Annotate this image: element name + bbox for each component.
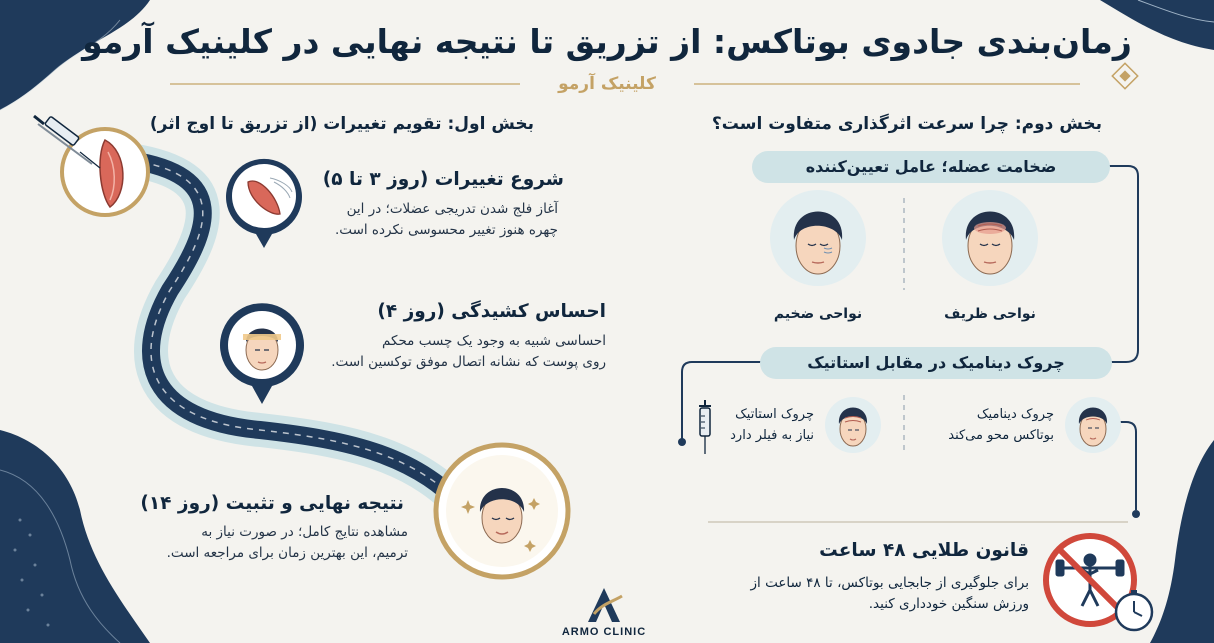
step1-line2: چهره هنوز تغییر محسوسی نکرده است. xyxy=(335,222,558,238)
part1-heading: بخش اول: تقویم تغییرات (از تزریق تا اوج اثر) xyxy=(149,114,534,134)
step2-title: احساس کشیدگی (روز ۴) xyxy=(377,301,606,322)
rule-title: قانون طلایی ۴۸ ساعت xyxy=(819,540,1029,561)
relaxed-face-icon xyxy=(794,212,842,275)
step2-line1: احساسی شبیه به وجود یک چسب محکم xyxy=(382,333,606,349)
rule-line1: برای جلوگیری از جابجایی بوتاکس، تا ۴۸ ساعت از xyxy=(750,575,1029,591)
thick-area-label: نواحی ضخیم xyxy=(773,306,863,322)
furrowed-face-icon xyxy=(966,212,1014,275)
no-exercise-icon xyxy=(1038,530,1156,634)
static-line2: نیاز به فیلر دارد xyxy=(730,428,814,443)
armo-logo-icon xyxy=(582,586,626,624)
page-subtitle: کلینیک آرمو xyxy=(558,74,656,94)
dynamic-line1: چروک دینامیک xyxy=(976,407,1054,422)
thin-area-label: نواحی ظریف xyxy=(944,306,1036,322)
rule-divider xyxy=(708,521,1128,523)
rule-line2: ورزش سنگین خودداری کنید. xyxy=(868,596,1029,612)
step1-title: شروع تغییرات (روز ۳ تا ۵) xyxy=(322,169,564,190)
dynamic-wrinkle-face xyxy=(1064,394,1122,456)
step1-marker xyxy=(218,152,310,252)
part2-heading: بخش دوم: چرا سرعت اثرگذاری متفاوت است؟ xyxy=(711,114,1102,134)
thick-area-face xyxy=(766,186,870,292)
syringe-muscle-illustration xyxy=(30,112,150,222)
static-wrinkle-face xyxy=(824,394,882,456)
part2-connectors xyxy=(660,140,1214,520)
step1-line1: آغاز فلج شدن تدریجی عضلات؛ در این xyxy=(346,201,558,217)
pill-muscle-thickness: ضخامت عضله؛ عامل تعیین‌کننده xyxy=(752,151,1110,183)
step3-title: نتیجه نهایی و تثبیت (روز ۱۴) xyxy=(140,493,404,514)
page-title: زمان‌بندی جادوی بوتاکس: از تزریق تا نتیجه نهایی در کلینیک آرمو xyxy=(82,22,1132,61)
pill-dynamic-vs-static: چروک دینامیک در مقابل استاتیک xyxy=(760,347,1112,379)
footer-brand: ARMO CLINIC xyxy=(561,626,647,638)
thin-area-face xyxy=(938,186,1042,292)
static-line1: چروک استاتیک xyxy=(735,407,814,422)
dynamic-line2: بوتاکس محو می‌کند xyxy=(948,428,1054,443)
step2-line2: روی پوست که نشانه اتصال موفق توکسین است. xyxy=(331,354,606,370)
step2-marker xyxy=(216,298,308,408)
syringe-icon xyxy=(693,398,717,456)
step3-marker xyxy=(430,440,574,582)
step3-line1: مشاهده نتایج کامل؛ در صورت نیاز به xyxy=(201,524,408,540)
step3-line2: ترمیم، این بهترین زمان برای مراجعه است. xyxy=(166,545,408,561)
